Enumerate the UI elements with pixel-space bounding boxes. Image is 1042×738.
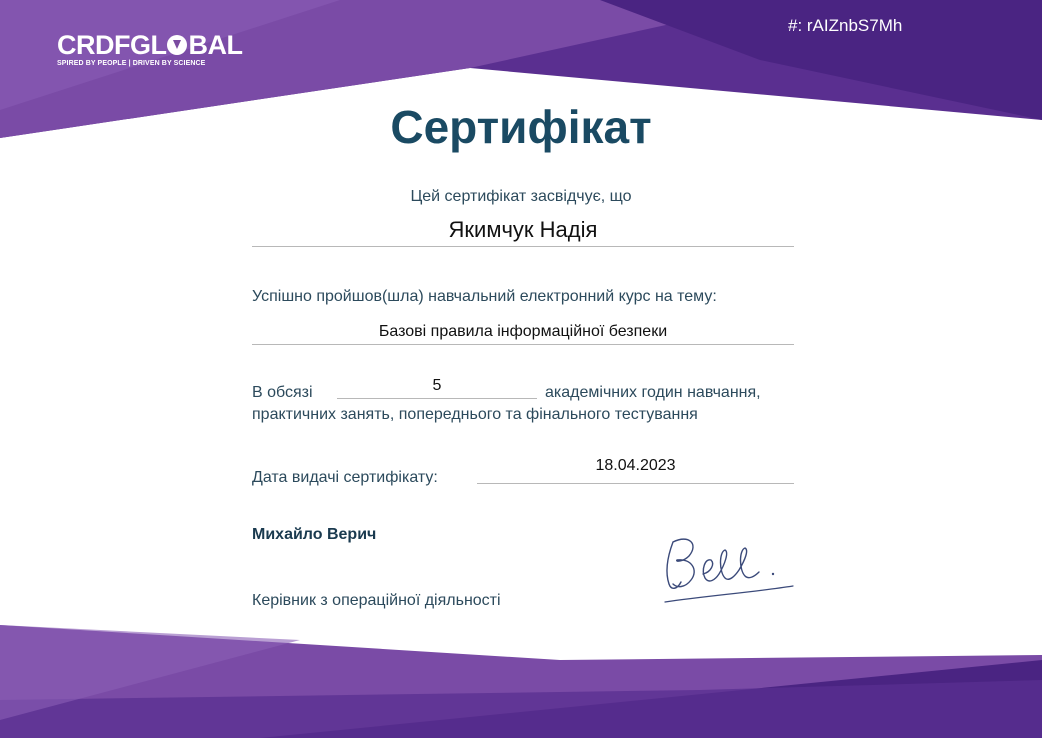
recipient-underline (252, 246, 794, 247)
globe-icon (167, 35, 187, 55)
logo-tagline: SPIRED BY PEOPLE | DRIVEN BY SCIENCE (57, 60, 206, 67)
page-title: Сертифікат (390, 101, 652, 153)
certificate-id: #: rAIZnbS7Mh (788, 16, 903, 35)
issue-date-value: 18.04.2023 (595, 457, 676, 474)
course-intro-text: Успішно пройшов(шла) навчальний електронний курс на тему: (252, 288, 717, 305)
logo-text-part2: BAL (188, 30, 243, 60)
crdf-global-logo (57, 31, 242, 67)
issue-date-underline (477, 483, 794, 484)
course-name: Базові правила інформаційної безпеки (378, 323, 668, 340)
signer-position: Керівник з операційної діяльності (252, 592, 501, 609)
hours-line2: практичних занять, попереднього та фінального тестування (252, 406, 698, 423)
certifies-text: Цей сертифікат засвідчує, що (410, 188, 632, 205)
signer-name: Михайло Верич (252, 526, 377, 543)
hours-value: 5 (432, 377, 442, 394)
course-underline (252, 344, 794, 345)
issue-date-label: Дата видачі сертифікату: (252, 469, 438, 486)
hours-suffix: академічних годин навчання, (545, 384, 761, 401)
handwritten-signature (655, 530, 800, 610)
recipient-name: Якимчук Надія (448, 217, 598, 242)
logo-text-part1: CRDFGL (57, 30, 167, 60)
logo-wordmark (57, 31, 242, 59)
hours-prefix: В обсязі (252, 384, 313, 401)
hours-underline (337, 398, 537, 399)
